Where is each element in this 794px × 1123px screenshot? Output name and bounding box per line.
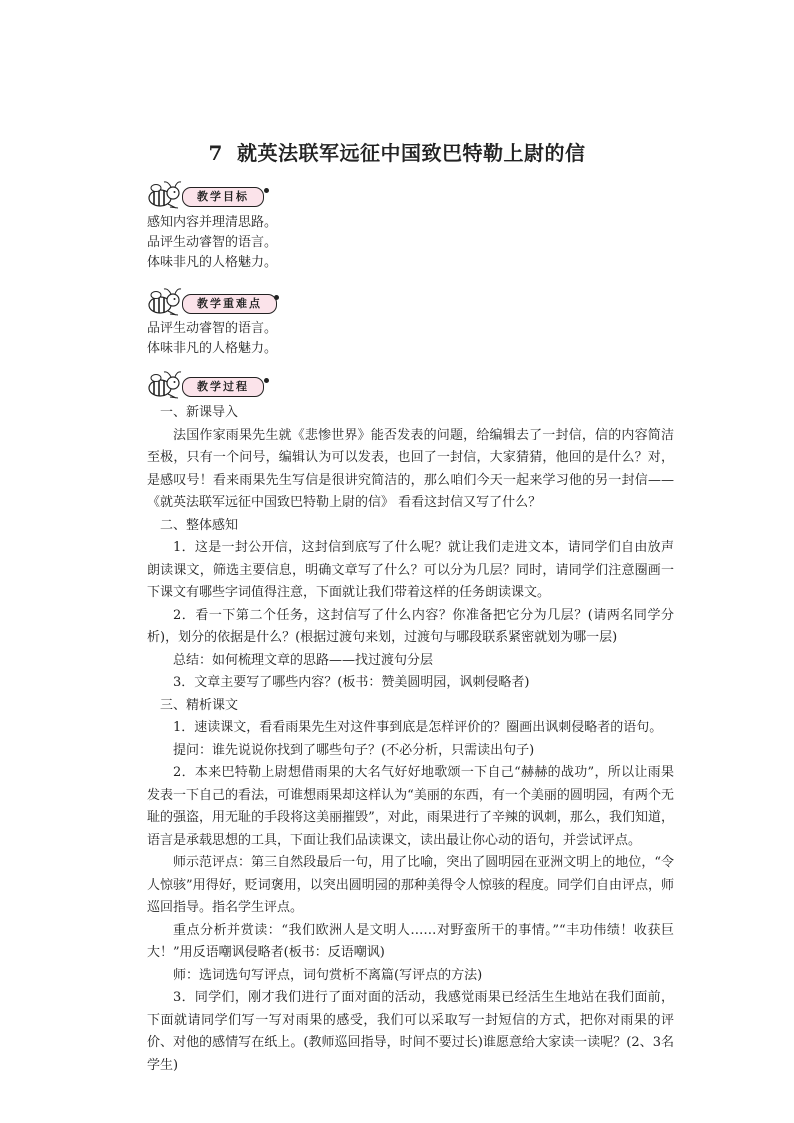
bee-icon	[146, 180, 186, 210]
list-item: 感知内容并理清思路。	[147, 215, 278, 230]
section-badge-process	[146, 370, 276, 400]
paragraph: 3．同学们，刚才我们进行了面对面的活动，我感觉雨果已经活生生地站在我们面前，下面就请同学们写一写对雨果的感受，我们可以采取写一封短信的方式，把你对雨果的评价、对他的感情写在纸上。(教师巡回指导，时间不要过长)谁愿意给大家读一读呢？(2、3名学生)	[147, 990, 674, 1073]
paragraph: 总结：如何梳理文章的思路——找过渡句分层	[173, 652, 434, 668]
paragraph: 3．文章主要写了哪些内容？(板书：赞美圆明园，讽刺侵略者)	[173, 675, 530, 690]
list-item: 体味非凡的人格魅力。	[147, 341, 278, 356]
section-heading: 三、精析课文	[160, 697, 239, 713]
paragraph: 1．这是一封公开信，这封信到底写了什么呢？就让我们走进文本，请同学们自由放声朗读课文，筛选主要信息，明确文章写了什么？可以分为几层？同时，请同学们注意圈画一下课文有哪些字词值得注意，下面就让我们带着这样的任务朗读课文。	[147, 540, 674, 600]
paragraph: 师示范评点：第三自然段最后一句，用了比喻，突出了圆明园在亚洲文明上的地位，“令人惊骇”用得好，贬词褒用，以突出圆明园的那种美得令人惊骇的程度。同学们自由评点，师巡回指导。指名学生评点。	[147, 855, 674, 915]
list-item: 体味非凡的人格魅力。	[147, 255, 278, 270]
section-heading: 一、新课导入	[160, 405, 239, 420]
paragraph: 提问：谁先说说你找到了哪些句子？(不必分析，只需读出句子)	[173, 742, 535, 758]
list-item: 品评生动睿智的语言。	[147, 321, 278, 336]
section-label-key-points: 教学重难点	[182, 294, 277, 314]
key-points-list	[147, 319, 277, 359]
section-badge-goals	[146, 180, 276, 210]
lesson-body	[147, 402, 674, 1077]
section-label-goals: 教学目标	[182, 187, 264, 207]
bee-icon	[146, 287, 186, 317]
paragraph: 师：选词选句写评点，词句赏析不离篇(写评点的方法)	[173, 967, 483, 983]
bee-icon	[146, 370, 186, 400]
lesson-title: 就英法联军远征中国致巴特勒上尉的信	[236, 141, 586, 166]
section-heading: 二、整体感知	[160, 517, 239, 533]
paragraph: 2．本来巴特勒上尉想借雨果的大名气好好地歌颂一下自己“赫赫的战功”，所以让雨果发表一下自己的看法，可谁想雨果却这样认为“美丽的东西，有一个美丽的圆明园，有两个无耻的强盗，用无耻的手段将这美丽摧毁”，对此，雨果进行了辛辣的讽刺，那么，我们知道，语言是承载思想的工具，下面让我们品读课文，读出最让你心动的语句，并尝试评点。	[147, 765, 674, 848]
badge-dot	[274, 295, 279, 300]
paragraph: 1．速读课文，看看雨果先生对这件事到底是怎样评价的？圈画出讽刺侵略者的语句。	[173, 720, 663, 735]
section-label-process: 教学过程	[182, 377, 264, 397]
goals-list	[147, 213, 277, 273]
list-item: 品评生动睿智的语言。	[147, 235, 278, 250]
badge-dot	[264, 378, 269, 383]
badge-dot	[264, 188, 269, 193]
lesson-number: 7	[208, 141, 223, 166]
section-badge-key-points	[146, 287, 276, 317]
paragraph: 法国作家雨果先生就《悲惨世界》能否发表的问题，给编辑去了一封信，信的内容简洁至极，只有一个问号，编辑认为可以发表，也回了一封信，大家猜猜，他回的是什么？对，是感叹号！看来雨果先生写信是很讲究简洁的，那么咱们今天一起来学习他的另一封信——《就英法联军远征中国致巴特勒上尉的信》 看看这封信又写了什么？	[147, 427, 674, 510]
paragraph: 重点分析并赏读：“我们欧洲人是文明人……对野蛮所干的事情。”“丰功伟绩！收获巨大！”用反语嘲讽侵略者(板书：反语嘲讽)	[147, 922, 674, 960]
paragraph: 2．看一下第二个任务，这封信写了什么内容？你准备把它分为几层？(请两名同学分析)，划分的依据是什么？(根据过渡句来划，过渡句与哪段联系紧密就划为哪一层)	[147, 607, 674, 645]
page-title	[0, 137, 794, 166]
